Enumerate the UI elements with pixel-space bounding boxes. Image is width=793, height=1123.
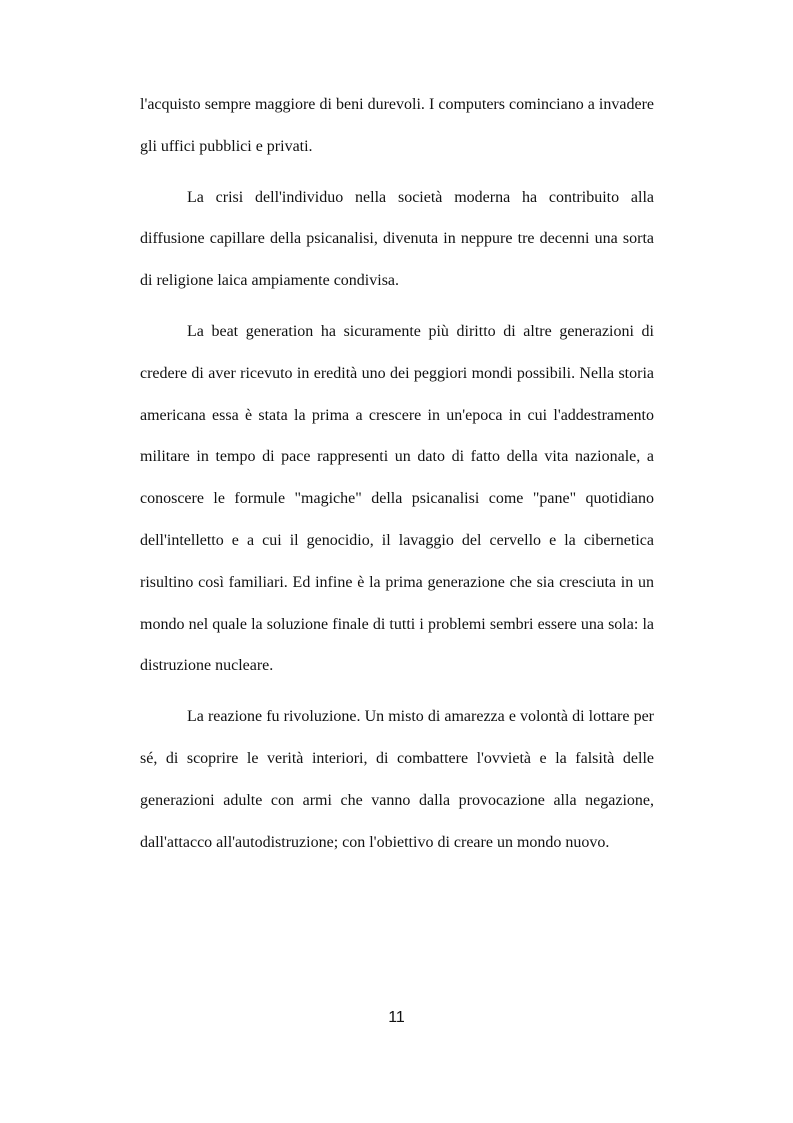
paragraph-beat-generation: La beat generation ha sicuramente più diritto di altre generazioni di credere di aver ricevuto in eredità uno dei peggiori mondi possibili. Nella storia americana essa è stata la prima a crescere in un'epoca in cui l'addestramento militare in tempo di pace rappresenti un dato di fatto della vita nazionale, a conoscere le formule "magiche" della psicanalisi come "pane" quotidiano dell'intelletto e a cui il genocidio, il lavaggio del cervello e la cibernetica risultino così familiari. Ed infine è la prima generazione che sia cresciuta in un mondo nel quale la soluzione finale di tutti i problemi sembri essere una sola: la distruzione nucleare. [140,322,654,675]
paragraph-psychoanalysis: La crisi dell'individuo nella società moderna ha contribuito alla diffusione capillare della psicanalisi, divenuta in neppure tre decenni una sorta di religione laica ampiamente condivisa. [140,188,654,290]
paragraph-reaction: La reazione fu rivoluzione. Un misto di amarezza e volontà di lottare per sé, di scoprire le verità interiori, di combattere l'ovvietà e la falsità delle generazioni adulte con armi che vanno dalla provocazione alla negazione, dall'attacco all'autodistruzione; con l'obiettivo di creare un mondo nuovo. [140,708,654,851]
document-page [140,84,654,863]
paragraph-continuation: l'acquisto sempre maggiore di beni durevoli. I computers cominciano a invadere gli uffici pubblici e privati. [140,96,654,155]
page-number: 11 [388,1009,405,1026]
